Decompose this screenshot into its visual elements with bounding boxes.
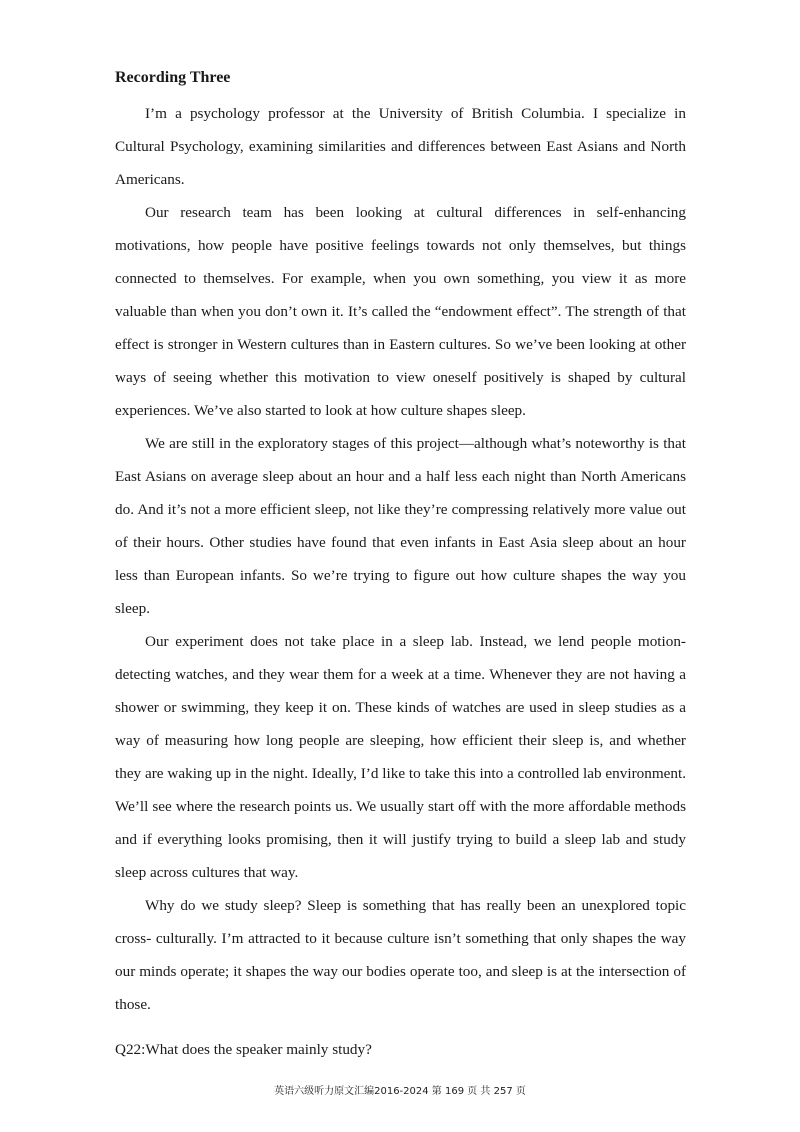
paragraph-1: I’m a psychology professor at the University of British Columbia. I specialize in Cultural Psychology, examining similarities and differences between East Asians and North Americans. [115, 105, 686, 188]
page-footer: 英语六级听力原文汇编2016-2024 第 169 页 共 257 页 [274, 1086, 526, 1097]
paragraph-4: Our experiment does not take place in a sleep lab. Instead, we lend people motion-detecting watches, and they wear them for a week at a time. Whenever they are not having a shower or swimming, they keep it on. These kinds of watches are used in sleep studies as a way of measuring how long people are sleeping, how efficient their sleep is, and whether they are waking up in the night. Ideally, I’d like to take this into a controlled lab environment. We’ll see where the research points us. We usually start off with the more affordable methods and if everything looks promising, then it will justify trying to build a sleep lab and study sleep across cultures that way. [115, 633, 686, 881]
document-body [115, 97, 686, 1021]
paragraph-5: Why do we study sleep? Sleep is something that has really been an unexplored topic cross- culturally. I’m attracted to it because culture isn’t something that only shapes the way our minds operate; it shapes the way our bodies operate too, and sleep is at the intersection of those. [115, 897, 686, 1013]
section-heading: Recording Three [115, 69, 231, 86]
paragraph-2: Our research team has been looking at cultural differences in self-enhancing motivations, how people have positive feelings towards not only themselves, but things connected to themselves. For example, when you own something, you view it as more valuable than when you don’t own it. It’s called the “endowment effect”. The strength of that effect is stronger in Western cultures than in Eastern cultures. So we’ve been looking at other ways of seeing whether this motivation to view oneself positively is shaped by cultural experiences. We’ve also started to look at how culture shapes sleep. [115, 204, 686, 419]
paragraph-3: We are still in the exploratory stages of this project—although what’s noteworthy is that East Asians on average sleep about an hour and a half less each night than North Americans do. And it’s not a more efficient sleep, not like they’re compressing relatively more value out of their hours. Other studies have found that even infants in East Asia sleep about an hour less than European infants. So we’re trying to figure out how culture shapes the way you sleep. [115, 435, 686, 617]
question-text: Q22:What does the speaker mainly study? [115, 1041, 372, 1058]
